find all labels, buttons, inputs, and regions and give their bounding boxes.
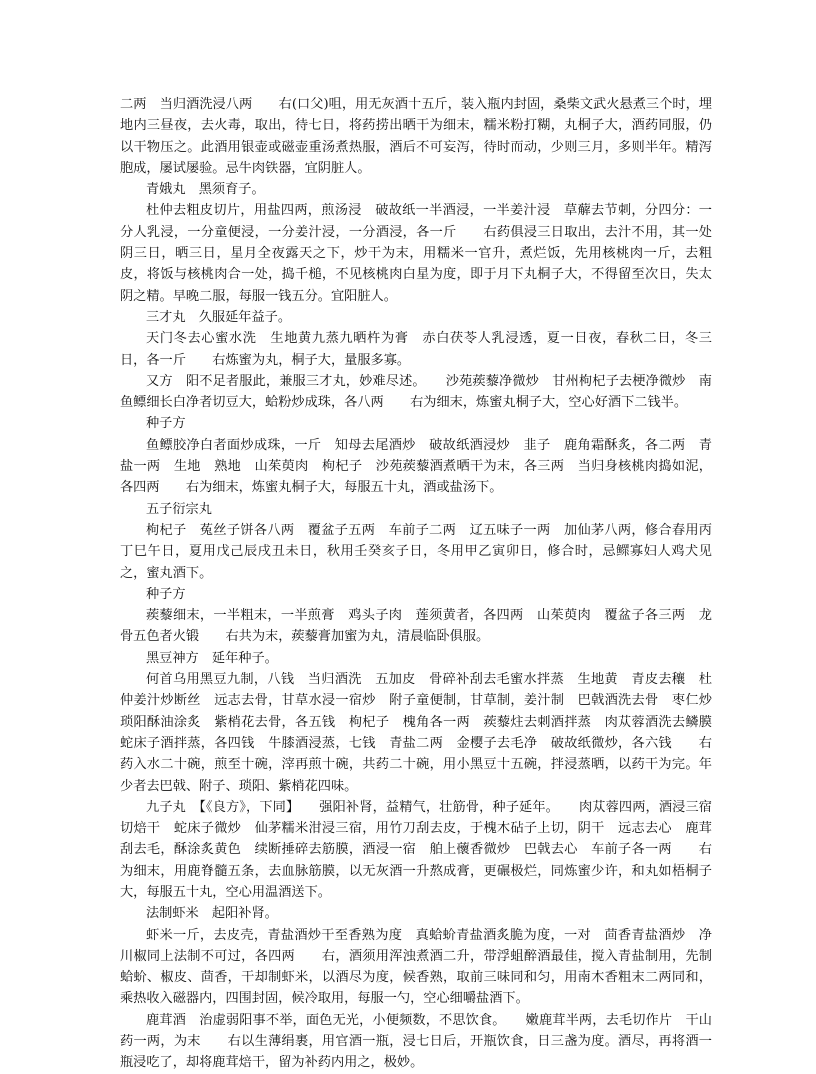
paragraph-lu-rong-jiu: 鹿茸酒 治虚弱阳事不举，面色无光，小便频数，不思饮食。 嫩鹿茸半两，去毛切作片 干山药一两，为末 右以生薄绢裹，用官酒一瓶，浸七日后，开瓶饮食，日三盏为度。酒尽，再将酒一瓶浸吃了，却将鹿茸焙干，留为补药内用之，极妙。 <box>120 1012 712 1071</box>
heading-zhong-zi-fang-1: 种子方 <box>146 416 186 432</box>
paragraph-wu-zi-yan-zong-wan-recipe: 枸杞子 菟丝子饼各八两 覆盆子五两 车前子二两 辽五味子一两 加仙茅八两，修合春用丙丁巳午日，夏用戊己辰戌丑未日，秋用壬癸亥子日，冬用甲乙寅卯日，修合时，忌鳏寡妇人鸡犬见之，蜜丸酒下。 <box>120 522 712 581</box>
paragraph-fa-zhi-xia-mi-recipe: 虾米一斤，去皮壳，青盐酒炒干至香熟为度 真蛤蚧青盐酒炙脆为度，一对 茴香青盐酒炒 净川椒同上法制不可过，各四两 右，酒须用浑浊煮酒二升，带浮蛆醉酒最佳，搅入青盐制用，先制蛤蚧、椒皮、茴香，干却制虾米，以酒尽为度，候香熟，取前三味同和匀，用南木香粗末二两同和，乘热收入磁器内，四围封固，候冷取用，每服一勺，空心细嚼盐酒下。 <box>120 927 712 1007</box>
paragraph-zhong-zi-fang-1-recipe: 鱼鳔胶净白者面炒成珠，一斤 知母去尾酒炒 破故纸酒浸炒 韭子 鹿角霜酥炙，各二两 青盐一两 生地 熟地 山茱萸肉 枸杞子 沙苑蒺藜酒煮晒干为末，各三两 当归身核桃肉捣如泥，各四两 右为细末，炼蜜丸桐子大，每服五十丸，酒或盐汤下。 <box>120 437 712 496</box>
paragraph-zhong-zi-fang-2-recipe: 蒺藜细末，一半粗末，一半煎膏 鸡头子肉 莲须黄者，各四两 山茱萸肉 覆盆子各三两 龙骨五色者火锻 右共为末，蒺藜膏加蜜为丸，清晨临卧俱服。 <box>120 608 712 645</box>
heading-zhong-zi-fang-2: 种子方 <box>146 586 186 602</box>
heading-wu-zi-yan-zong-wan: 五子衍宗丸 <box>146 501 212 517</box>
heading-san-cai-wan: 三才丸 久服延年益子。 <box>146 309 292 325</box>
paragraph-jiu-zi-wan: 九子丸 【《良方》，下同】 强阳补肾，益精气，壮筋骨，种子延年。 肉苁蓉四两，酒浸三宿切焙干 蛇床子微炒 仙茅糯米泔浸三宿，用竹刀刮去皮，于槐木砧子上切，阴干 远志去心 鹿茸刮去毛，酥涂炙黄色 续断捶碎去筋膜，酒浸一宿 舶上蘹香微炒 巴戟去心 车前子各一两 右为细末，用鹿脊髓五条，去血脉筋膜，以无灰酒一升熬成膏，更碾极烂，同炼蜜少许，和丸如梧桐子大，每服五十丸，空心用温酒送下。 <box>120 799 712 900</box>
heading-fa-zhi-xia-mi: 法制虾米 起阳补肾。 <box>146 906 278 922</box>
heading-qing-e-wan: 青娥丸 黑须育子。 <box>146 182 265 198</box>
paragraph-qing-e-wan-recipe: 杜仲去粗皮切片，用盐四两，煎汤浸 破故纸一半酒浸，一半姜汁浸 草薢去节刺，分四分：一分人乳浸，一分童便浸，一分姜汁浸，一分酒浸，各一斤 右药俱浸三日取出，去汁不用，其一处阴三日，晒三日，星月全夜露天之下，炒干为末，用糯米一官升，煮烂饭，先用核桃肉一斤，去粗皮，将饭与核桃肉合一处，捣千槌，不见核桃肉白星为度，即于月下丸桐子大，不得留至次日，失太阴之精。早晚二服，每服一钱五分。宜阳脏人。 <box>120 203 712 304</box>
document-page <box>120 94 726 1074</box>
paragraph-san-cai-wan-recipe: 天门冬去心蜜水洗 生地黄九蒸九晒杵为膏 赤白茯苓人乳浸透，夏一日夜，春秋二日，冬三日，各一斤 右炼蜜为丸，桐子大，量服多寡。 <box>120 331 712 368</box>
heading-hei-dou-shen-fang: 黑豆神方 延年种子。 <box>146 650 278 666</box>
paragraph-you-fang: 又方 阳不足者服此，兼服三才丸，妙难尽述。 沙苑蒺藜净微炒 甘州枸杞子去梗净微炒 南鱼鳔细长白净者切豆大，蛤粉炒成珠，各八两 右为细末，炼蜜丸桐子大，空心好酒下二钱半。 <box>120 373 712 411</box>
paragraph-jiu-fang-continuation: 二两 当归酒洗浸八两 右(口父)咀，用无灰酒十五斤，装入瓶内封固，桑柴文武火悬煮三个时，埋地内三昼夜，去火毒，取出，待七日，将药捞出晒干为细末，糯米粉打糊，丸桐子大，酒药同服，仍以干物压之。此酒用银壶或磁壶重汤煮热服，酒后不可妄泻，待时而动，少则三月，多则半年。精泻胞成，屡试屡验。忌牛肉铁器，宜阴脏人。 <box>120 97 712 176</box>
paragraph-hei-dou-shen-fang-recipe: 何首乌用黑豆九制，八钱 当归酒洗 五加皮 骨碎补刮去毛蜜水拌蒸 生地黄 青皮去穰 杜仲姜汁炒断丝 远志去骨，甘草水浸一宿炒 附子童便制，甘草制，姜汁制 巴戟酒洗去骨 枣仁炒 琐阳酥油涂炙 紫梢花去骨，各五钱 枸杞子 槐角各一两 蒺藜炷去刺酒拌蒸 肉苁蓉酒洗去鳞膜 蛇床子酒拌蒸，各四钱 牛膝酒浸蒸，七钱 青盐二两 金樱子去毛净 破故纸微炒，各六钱 右药入水二十碗，煎至十碗，滓再煎十碗，共药二十碗，用小黑豆十五碗，拌浸蒸晒，以药干为完。年少者去巴戟、附子、琐阳、紫梢花四味。 <box>120 672 726 794</box>
